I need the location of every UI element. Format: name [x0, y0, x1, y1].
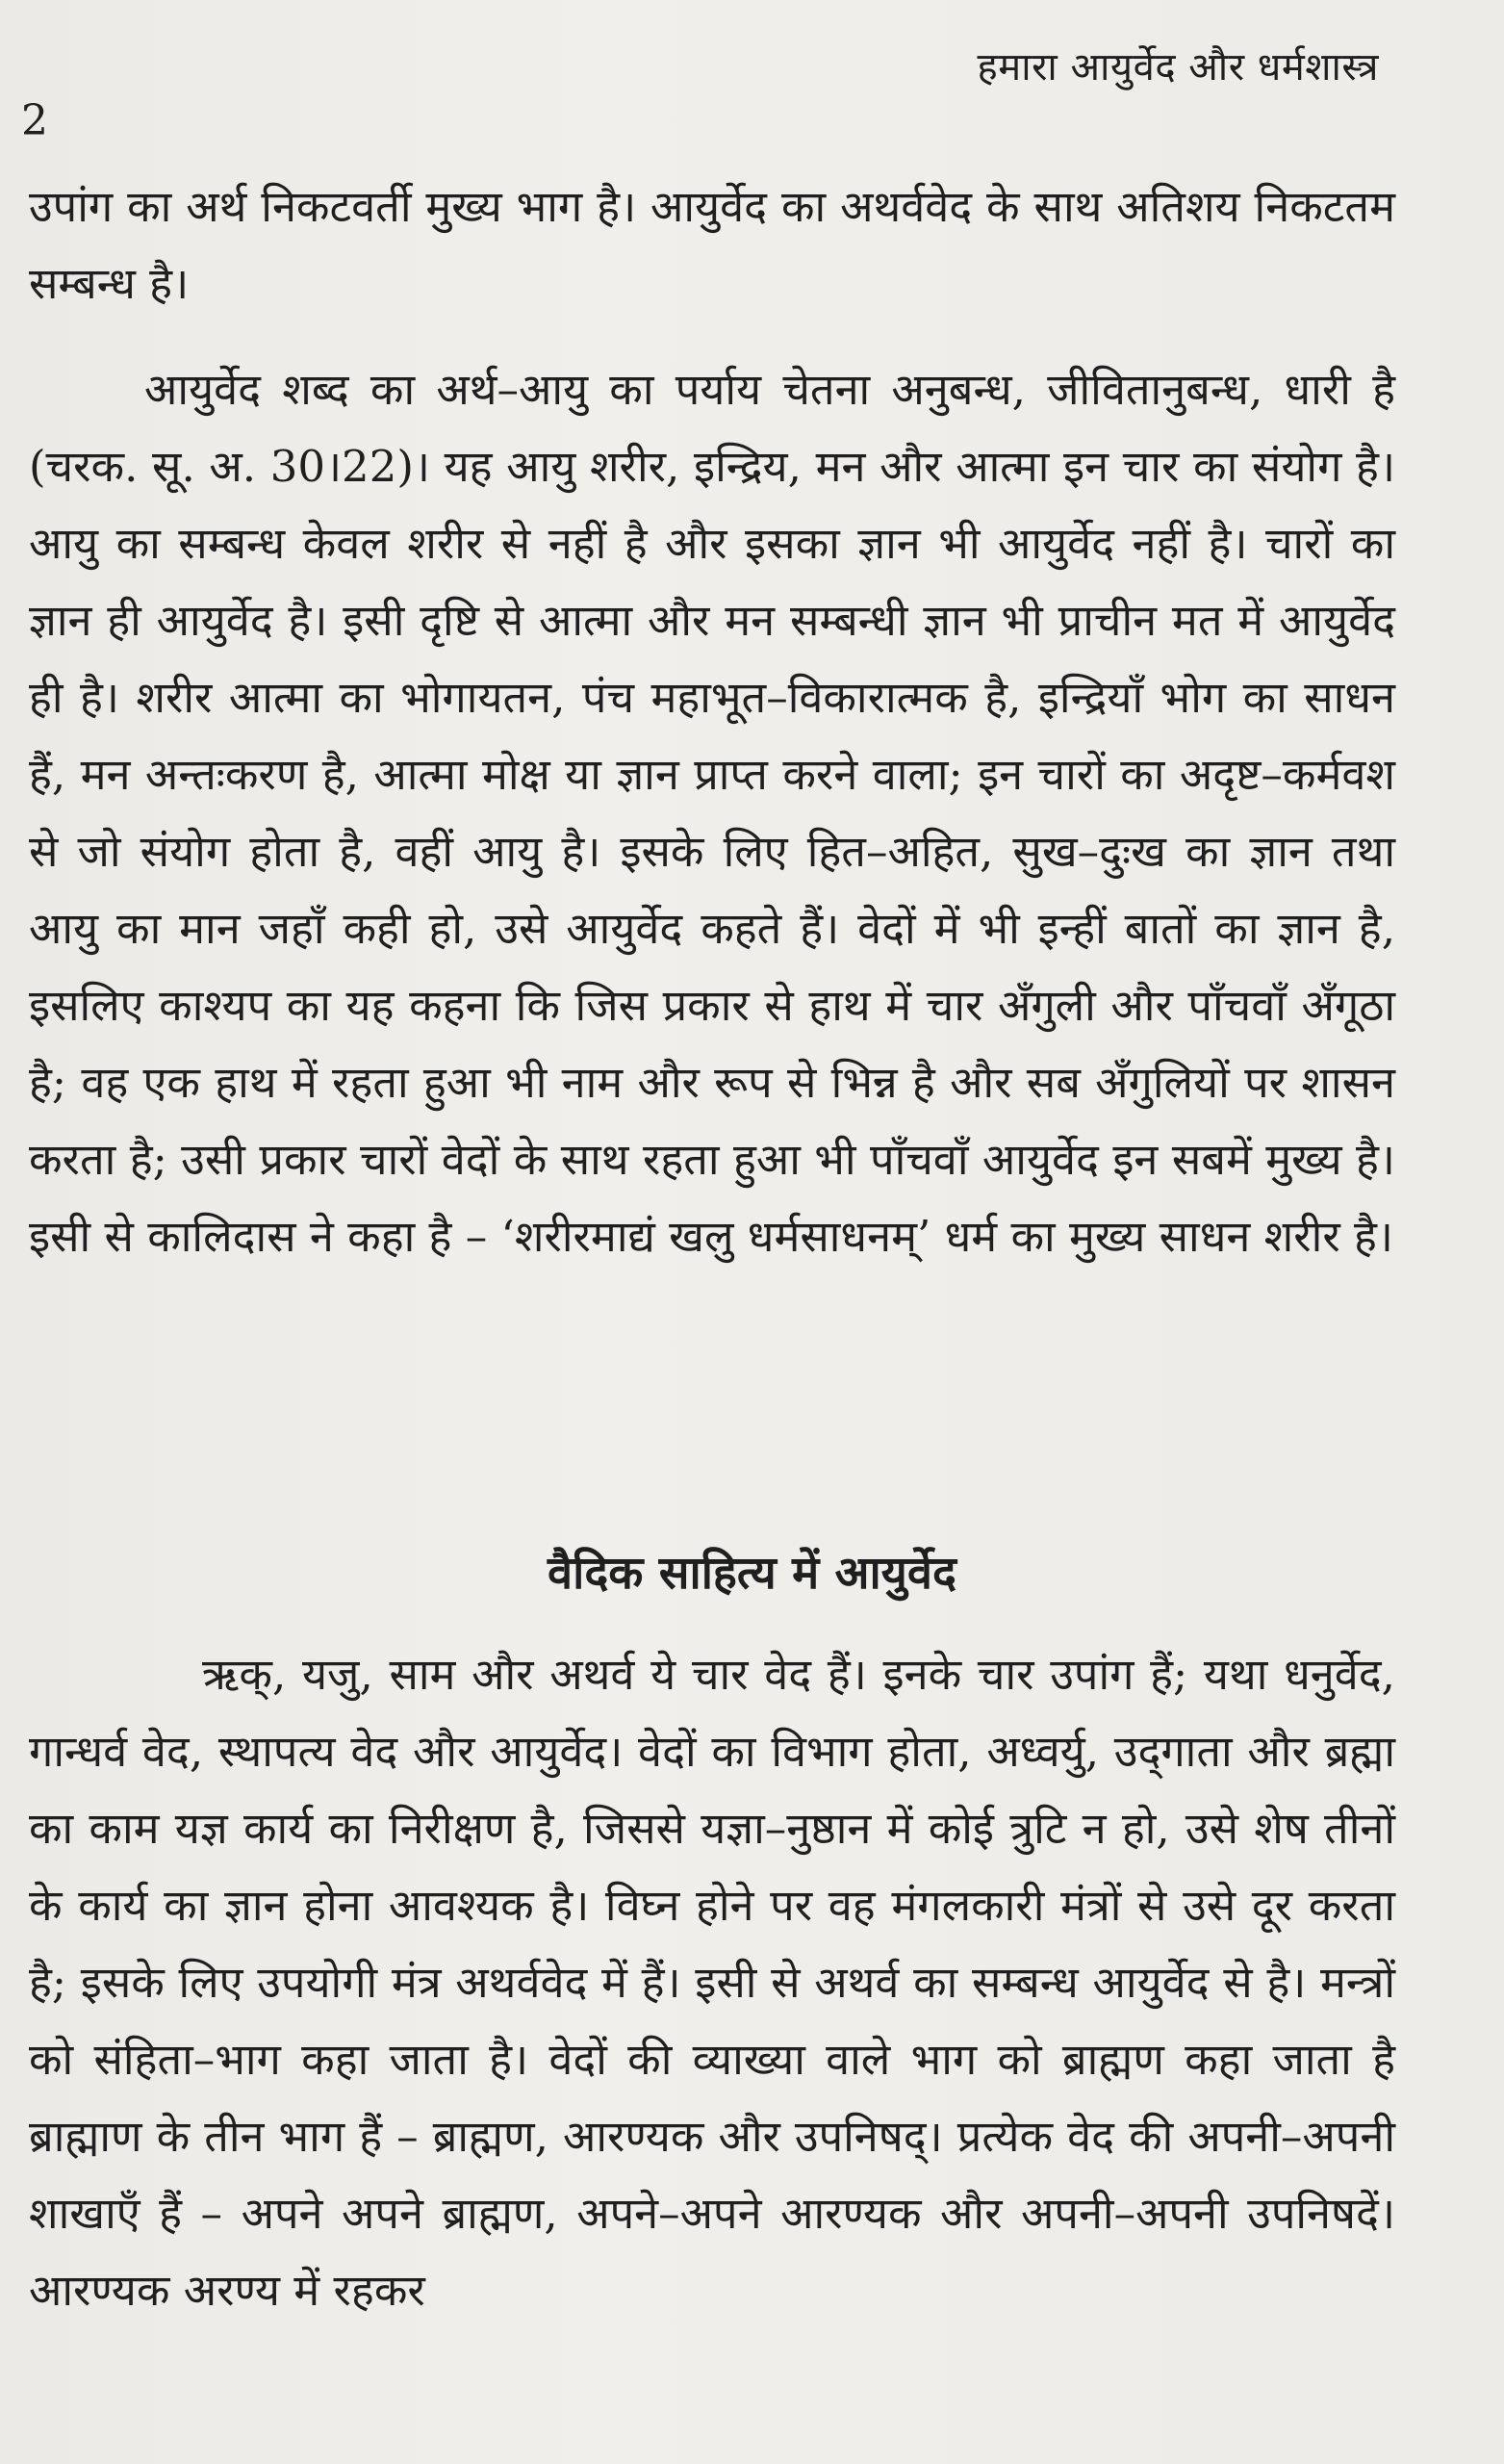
running-header-title: हमारा आयुर्वेद और धर्मशास्त्र	[977, 45, 1379, 90]
paragraph-ayurveda-meaning: आयुर्वेद शब्द का अर्थ–आयु का पर्याय चेतना अनुबन्ध, जीवितानुबन्ध, धारी है (चरक. सू. अ. 30।22)। यह आयु शरीर, इन्द्रिय, मन और आत्मा इन चार का संयोग है।आयु का सम्बन्ध केवल शरीर से नहीं है और इसका ज्ञान भी आयुर्वेद नहीं है। चारों का ज्ञान ही आयुर्वेद है। इसी दृष्टि से आत्मा और मन सम्बन्धी ज्ञान भी प्राचीन मत में आयुर्वेद ही है। शरीर आत्मा का भोगायतन, पंच महाभूत–विकारात्मक है, इन्द्रियाँ भोग का साधन हैं, मन अन्तःकरण है, आत्मा मोक्ष या ज्ञान प्राप्त करने वाला; इन चारों का अदृष्ट–कर्मवश से जो संयोग होता है, वहीं आयु है। इसके लिए हित–अहित, सुख–दुःख का ज्ञान तथा आयु का मान जहाँ कही हो, उसे आयुर्वेद कहते हैं। वेदों में भी इन्हीं बातों का ज्ञान है, इसलिए काश्यप का यह कहना कि जिस प्रकार से हाथ में चार अँगुली और पाँचवाँ अँगूठा है; वह एक हाथ में रहता हुआ भी नाम और रूप से भिन्न है और सब अँगुलियों पर शासन करता है; उसी प्रकार चारों वेदों के साथ रहता हुआ भी पाँचवाँ आयुर्वेद इन सबमें मुख्य है। इसी से कालिदास ने कहा है – ‘शरीरमाद्यं खलु धर्मसाधनम्’ धर्म का मुख्य साधन शरीर है।	[29, 364, 1395, 1262]
paragraph-vedic-literature: ऋक्, यजु, साम और अथर्व ये चार वेद हैं। इनके चार उपांग हैं; यथा धनुर्वेद, गान्धर्व वेद, स्थापत्य वेद और आयुर्वेद। वेदों का विभाग होता, अध्वर्यु, उद्‌गाता और ब्रह्मा का काम यज्ञ कार्य का निरीक्षण है, जिससे यज्ञा–नुष्ठान में कोई त्रुटि न हो, उसे शेष तीनों के कार्य का ज्ञान होना आवश्यक है। विघ्न होने पर वह मंगलकारी मंत्रों से उसे दूर करता है; इसके लिए उपयोगी मंत्र अथर्ववेद में हैं। इसी से अथर्व का सम्बन्ध आयुर्वेद से है। मन्त्रों को संहिता–भाग कहा जाता है। वेदों की व्याख्या वाले भाग को ब्राह्मण कहा जाता है ब्राह्माण के तीन भाग हैं – ब्राह्मण, आरण्यक और उपनिषद्। प्रत्येक वेद की अपनी–अपनी शाखाएँ हैं – अपने अपने ब्राह्मण, अपने–अपने आरण्यक और अपनी–अपनी उपनिषदें। आरण्यक अरण्य में रहकर	[29, 1649, 1395, 2316]
page-number: 2	[21, 96, 48, 145]
section-heading: वैदिक साहित्य में आयुर्वेद	[548, 1547, 956, 1600]
paragraph-intro: उपांग का अर्थ निकटवर्ती मुख्य भाग है। आयुर्वेद का अथर्ववेद के साथ अतिशय निकटतम सम्बन्ध है।	[29, 181, 1395, 309]
